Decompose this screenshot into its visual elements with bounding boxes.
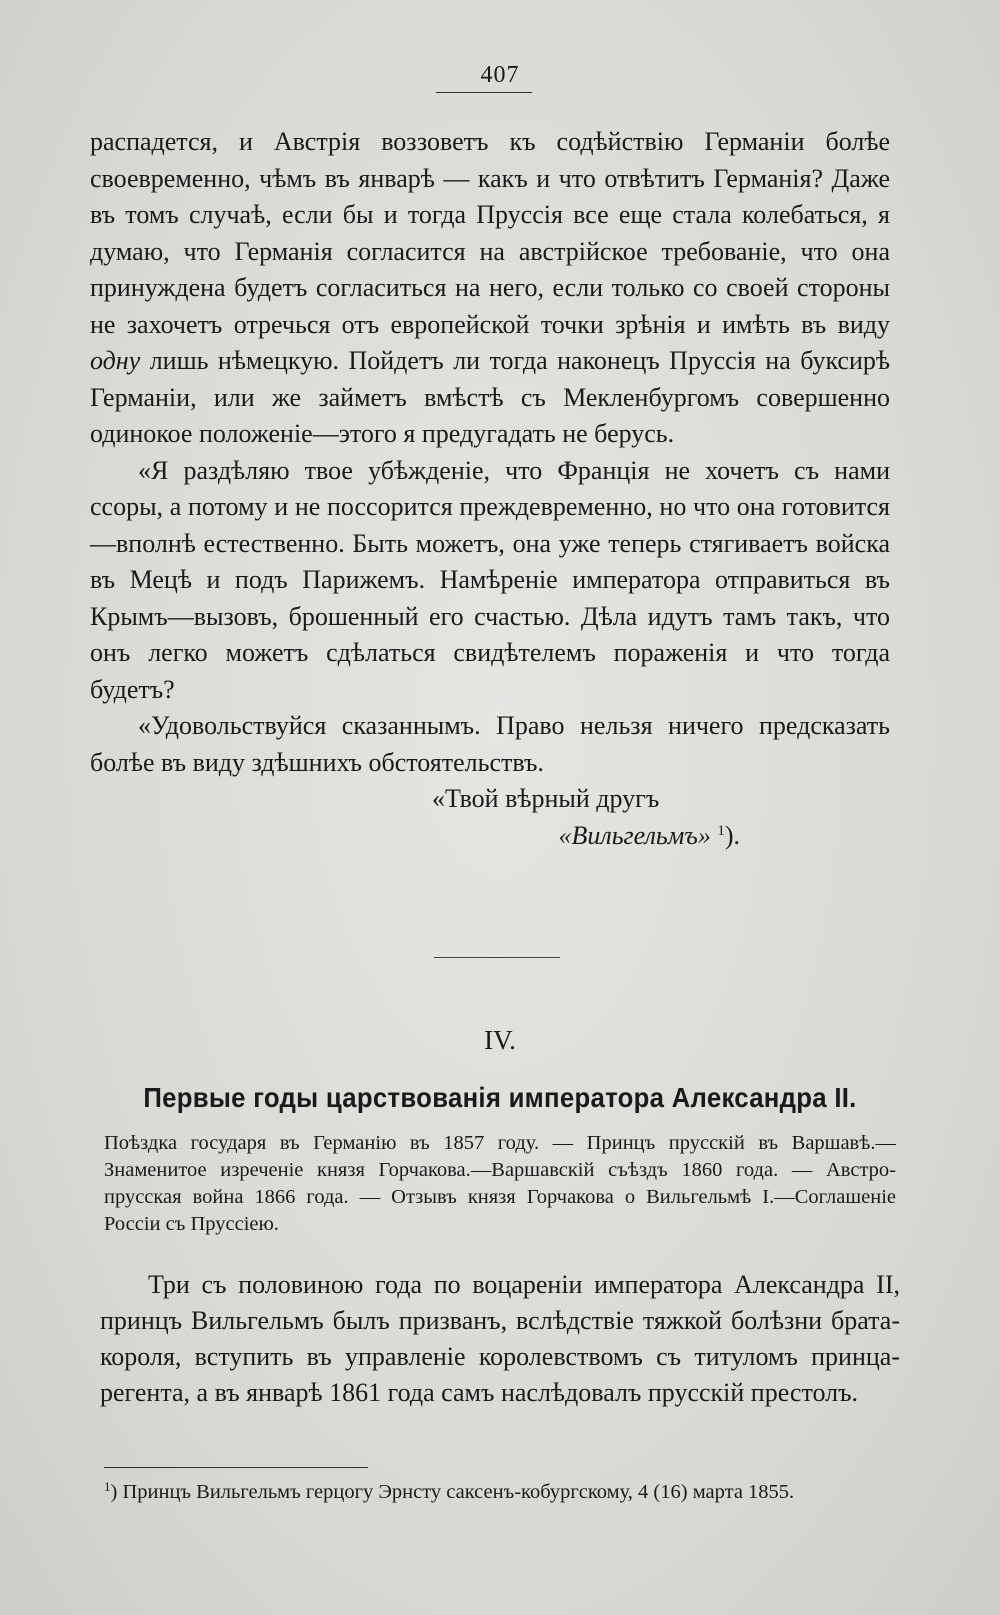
signature-tail: ). bbox=[724, 820, 740, 850]
footnote-text: ) Принцъ Вильгельмъ герцогу Эрнсту саксенъ-кобургскому, 4 (16) марта 1855. bbox=[110, 1481, 795, 1503]
chapter-summary: Поѣздка государя въ Германію въ 1857 году. — Принцъ прусскій въ Варшавѣ.—Знаменитое изреченіе князя Горчакова.—Варшавскій съѣздъ 1860 года. — Австро-прусская война 1866 года. — Отзывъ князя Горчакова о Вильгельмѣ I.—Соглашеніе Россіи съ Пруссіею. bbox=[104, 1132, 896, 1235]
chapter-title: Первые годы царствованія императора Александра II. bbox=[143, 1082, 857, 1113]
paragraph-text: лишь нѣмецкую. Пойдетъ ли тогда наконецъ Пруссія на буксирѣ Германіи, или же займетъ вмѣстѣ съ Мекленбургомъ совершенно одинокое положеніе—этого я предугадать не берусь. bbox=[90, 346, 890, 448]
signature-line bbox=[90, 818, 890, 855]
chapter-paragraph-1: Три съ половиною года по воцареніи императора Александра II, принцъ Вильгельмъ былъ призванъ, вслѣдствіе тяжкой болѣзни брата-короля, вступить въ управленіе королевствомъ съ титуломъ принца-регента, а въ январѣ 1861 года самъ наслѣдовалъ прусскій престолъ. bbox=[100, 1270, 900, 1407]
footnote-reference: 1 bbox=[717, 822, 725, 839]
section-numeral: IV. bbox=[484, 1025, 516, 1055]
footnote-marker: 1 bbox=[104, 1479, 111, 1494]
signoff-line: «Твой вѣрный другъ bbox=[432, 784, 660, 813]
footnote bbox=[104, 1478, 900, 1507]
section-divider bbox=[434, 957, 560, 958]
paragraph-text: распадется, и Австрія воззоветъ къ содѣйствію Германіи болѣе своевременно, чѣмъ въ январѣ — какъ и что отвѣтитъ Германія? Даже въ томъ случаѣ, если бы и тогда Пруссія все еще стала колебаться, я думаю, что Германія согласится на австрійское требованіе, что она принуждена будетъ согласиться на него, если только со своей стороны не захочетъ отречься отъ европейской точки зрѣнія и имѣть въ виду bbox=[90, 127, 890, 339]
letter-paragraph-2: «Я раздѣляю твое убѣжденіе, что Францiя не хочетъ съ нами ссоры, а потому и не поссорится преждевременно, но что она готовится—вполнѣ естественно. Быть можетъ, она уже теперь стягиваетъ войска въ Мецѣ и подъ Парижемъ. Намѣреніе императора отправиться въ Крымъ—вызовъ, брошенный его счастью. Дѣла идутъ тамъ такъ, что онъ легко можетъ сдѣлаться свидѣтелемъ пораженія и что тогда будетъ? bbox=[90, 455, 890, 704]
chapter-body bbox=[100, 1267, 900, 1411]
page-number: 407 bbox=[480, 62, 520, 88]
letter-body bbox=[90, 124, 890, 854]
signature-name: «Вильгельмъ» bbox=[558, 820, 711, 850]
footnote-rule bbox=[104, 1467, 368, 1468]
page-number-rule bbox=[436, 92, 532, 93]
letter-paragraph-3: «Удовольствуйся сказаннымъ. Право нельзя ничего предсказать болѣе въ виду здѣшнихъ обстоятельствъ. bbox=[90, 711, 890, 777]
letter-paragraph-1 bbox=[90, 124, 890, 453]
emphasis-word: одну bbox=[90, 346, 141, 375]
